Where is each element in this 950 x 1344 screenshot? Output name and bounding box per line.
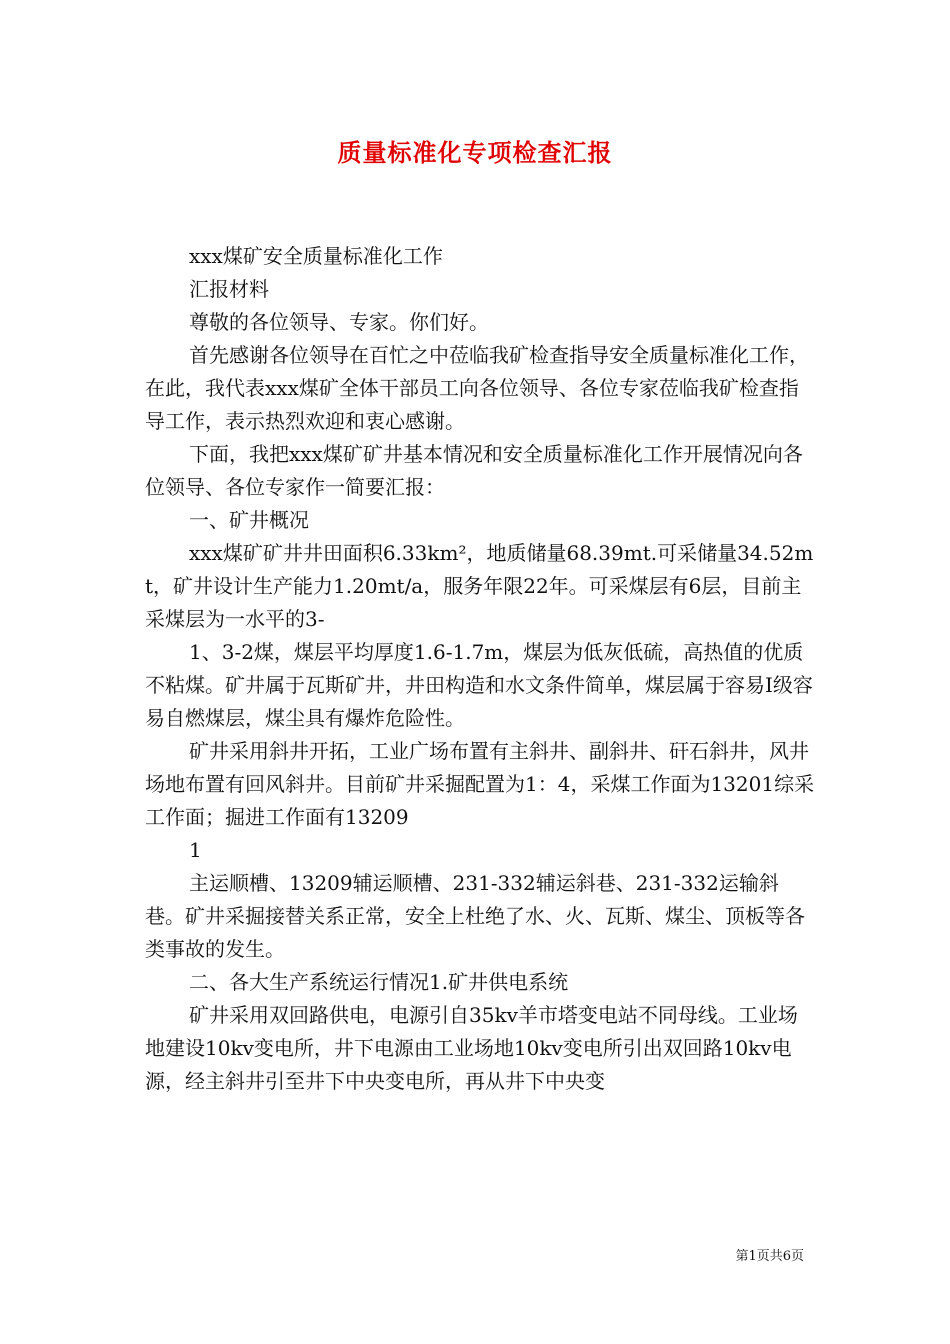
paragraph-7: xxx煤矿矿井井田面积6.33km²，地质储量68.39mt.可采储量34.52mt，矿井设计生产能力1.20mt/a，服务年限22年。可采煤层有6层，目前主采煤层为一水平的3- [145, 541, 814, 631]
page-number: 第1页共6页 [735, 1249, 804, 1264]
paragraph-2: 汇报材料 [189, 277, 269, 301]
paragraph-3: 尊敬的各位领导、专家。你们好。 [189, 310, 489, 334]
paragraph-9: 矿井采用斜井开拓，工业广场布置有主斜井、副斜井、矸石斜井，风井场地布置有回风斜井。目前矿井采掘配置为1：4，采煤工作面为13201综采工作面；掘进工作面有13209 [145, 739, 815, 829]
paragraph-1: xxx煤矿安全质量标准化工作 [189, 244, 443, 268]
document-body [145, 240, 815, 1098]
paragraph-4: 首先感谢各位领导在百忙之中莅临我矿检查指导安全质量标准化工作，在此，我代表xxx煤矿全体干部员工向各位领导、各位专家莅临我矿检查指导工作，表示热烈欢迎和衷心感谢。 [145, 343, 809, 433]
paragraph-8: 1、3-2煤，煤层平均厚度1.6-1.7m，煤层为低灰低硫，高热值的优质不粘煤。矿井属于瓦斯矿井，井田构造和水文条件简单，煤层属于容易Ⅰ级容易自燃煤层，煤尘具有爆炸危险性。 [145, 640, 813, 730]
paragraph-5: 下面，我把xxx煤矿矿井基本情况和安全质量标准化工作开展情况向各位领导、各位专家作一简要汇报： [145, 442, 803, 499]
paragraph-10: 1 [189, 838, 202, 862]
paragraph-6: 一、矿井概况 [189, 508, 309, 532]
document-title: 质量标准化专项检查汇报 [337, 138, 613, 167]
paragraph-13: 矿井采用双回路供电，电源引自35kv羊市塔变电站不同母线。工业场地建设10kv变电所，井下电源由工业场地10kv变电所引出双回路10kv电源，经主斜井引至井下中央变电所，再从井下中央变 [145, 1003, 798, 1093]
paragraph-12: 二、各大生产系统运行情况1.矿井供电系统 [189, 970, 569, 994]
paragraph-11: 主运顺槽、13209辅运顺槽、231-332辅运斜巷、231-332运输斜巷。矿井采掘接替关系正常，安全上杜绝了水、火、瓦斯、煤尘、顶板等各类事故的发生。 [145, 871, 805, 961]
